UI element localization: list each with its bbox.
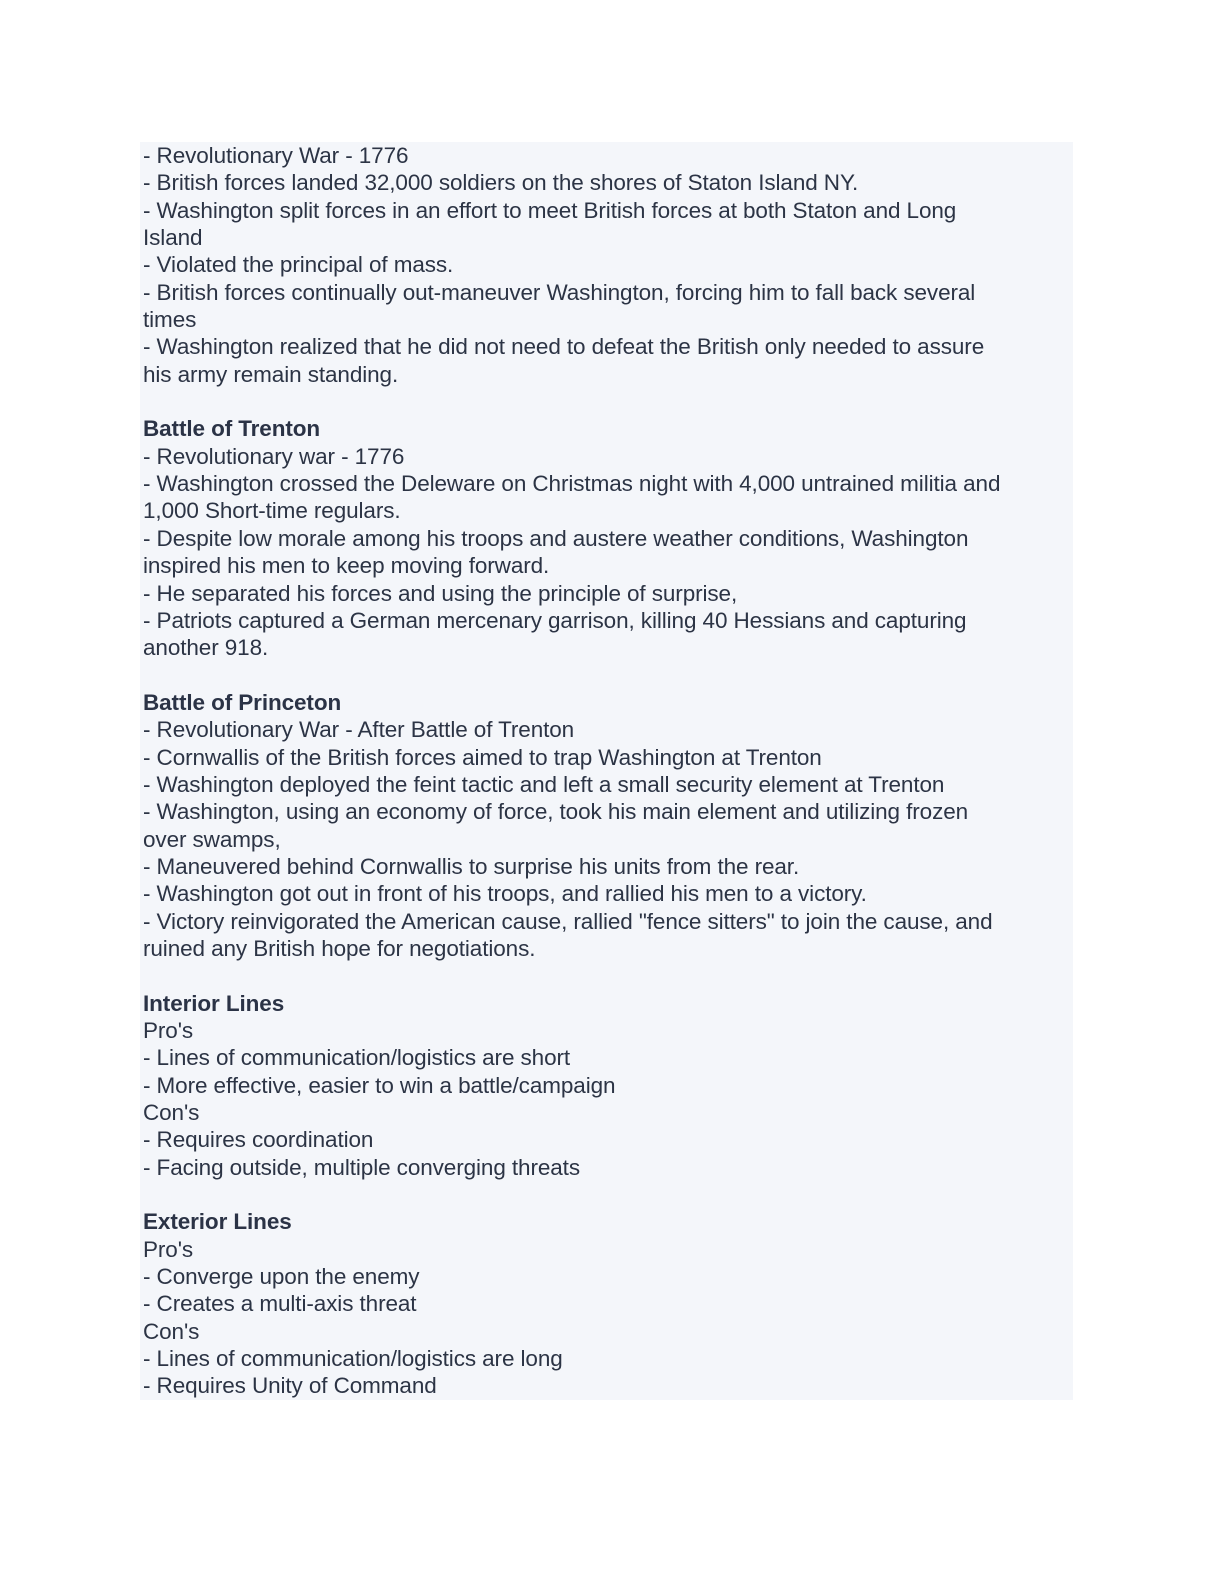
section-heading: Battle of Trenton	[143, 416, 321, 442]
text-line: - Washington deployed the feint tactic and left a small security element at Trenton	[143, 771, 945, 797]
spacer	[143, 962, 1073, 989]
text-line: - Violated the principal of mass.	[143, 252, 454, 278]
section-battle-of-princeton	[143, 689, 1073, 962]
text-line: - British forces landed 32,000 soldiers on the shores of Staton Island NY.	[143, 170, 859, 196]
section-heading: Interior Lines	[143, 990, 285, 1016]
text-line: - Lines of communication/logistics are long	[143, 1346, 563, 1372]
section-heading: Exterior Lines	[143, 1209, 292, 1235]
section-exterior-lines	[143, 1208, 1073, 1399]
text-line: - Washington crossed the Deleware on Christmas night with 4,000 untrained militia and	[143, 471, 1001, 497]
text-line: inspired his men to keep moving forward.	[143, 553, 550, 579]
text-line: - Requires coordination	[143, 1127, 374, 1153]
section-heading: Battle of Princeton	[143, 689, 342, 715]
text-line: - He separated his forces and using the principle of surprise,	[143, 580, 738, 606]
text-line: - Revolutionary war - 1776	[143, 443, 405, 469]
text-line: - Revolutionary War - 1776	[143, 143, 409, 168]
text-line: - Creates a multi-axis threat	[143, 1291, 417, 1317]
section-intro	[143, 142, 1073, 388]
text-line: times	[143, 307, 197, 333]
section-battle-of-trenton	[143, 415, 1073, 661]
text-line: over swamps,	[143, 826, 281, 852]
text-line: - Revolutionary War - After Battle of Trenton	[143, 717, 575, 743]
cons-label: Con's	[143, 1318, 200, 1344]
text-line: - Washington realized that he did not need to defeat the British only needed to assure	[143, 334, 985, 360]
text-line: ruined any British hope for negotiations.	[143, 935, 536, 961]
text-line: another 918.	[143, 635, 269, 661]
text-line: - Facing outside, multiple converging threats	[143, 1154, 580, 1180]
text-line: - Cornwallis of the British forces aimed to trap Washington at Trenton	[143, 744, 822, 770]
text-line: - Washington split forces in an effort to meet British forces at both Staton and Long	[143, 197, 957, 223]
text-line: - Washington, using an economy of force, took his main element and utilizing frozen	[143, 799, 969, 825]
text-line: - Requires Unity of Command	[143, 1373, 437, 1399]
spacer	[143, 388, 1073, 415]
document-content	[140, 142, 1073, 1400]
text-line: - British forces continually out-maneuver Washington, forcing him to fall back several	[143, 279, 976, 305]
text-line: - More effective, easier to win a battle/campaign	[143, 1072, 616, 1098]
text-line: - Washington got out in front of his troops, and rallied his men to a victory.	[143, 881, 867, 907]
cons-label: Con's	[143, 1100, 200, 1126]
text-line: - Converge upon the enemy	[143, 1264, 420, 1290]
pros-label: Pro's	[143, 1236, 194, 1262]
spacer	[143, 1181, 1073, 1208]
text-line: - Victory reinvigorated the American cause, rallied "fence sitters" to join the cause, and	[143, 908, 993, 934]
section-interior-lines	[143, 990, 1073, 1181]
text-line: - Despite low morale among his troops and austere weather conditions, Washington	[143, 525, 969, 551]
spacer	[143, 662, 1073, 689]
text-line: 1,000 Short-time regulars.	[143, 498, 401, 524]
text-line: - Lines of communication/logistics are short	[143, 1045, 571, 1071]
text-line: - Maneuvered behind Cornwallis to surprise his units from the rear.	[143, 853, 800, 879]
text-line: his army remain standing.	[143, 361, 399, 387]
text-line: Island	[143, 225, 203, 251]
text-line: - Patriots captured a German mercenary garrison, killing 40 Hessians and capturing	[143, 607, 967, 633]
pros-label: Pro's	[143, 1018, 194, 1043]
